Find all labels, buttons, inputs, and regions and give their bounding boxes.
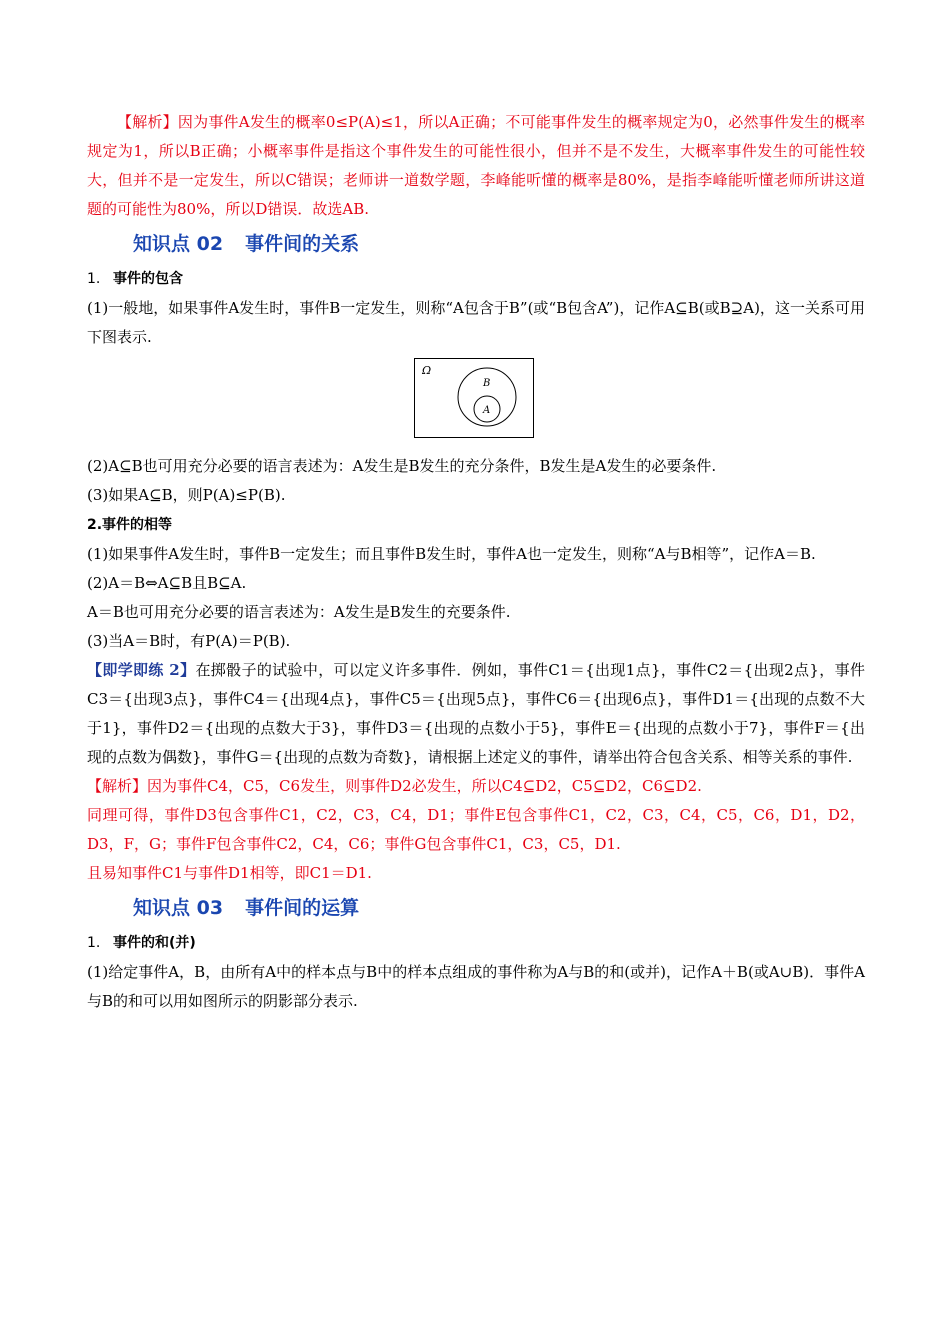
kp-label: 知识点 02 xyxy=(133,233,224,255)
analysis-text: 因为事件C4，C5，C6发生，则事件D2必发生，所以C4⊆D2，C5⊆D2，C6⊆D2. xyxy=(147,777,702,795)
inclusion-p1: (1)一般地，如果事件A发生时，事件B一定发生，则称“A包含于B”(或“B包含A”)，记作A⊆B(或B⊇A)，这一关系可用下图表示. xyxy=(87,299,865,346)
equality-p4: (3)当A＝B时，有P(A)＝P(B). xyxy=(87,632,291,650)
inclusion-venn-diagram xyxy=(414,358,534,438)
document-page xyxy=(87,108,865,1016)
kp-title: 事件间的运算 xyxy=(245,897,360,919)
equality-p2: (2)A＝B⇔A⊆B且B⊆A. xyxy=(87,574,247,592)
omega-label: Ω xyxy=(422,364,432,377)
section-union-heading xyxy=(87,928,865,958)
section-number: 1. xyxy=(87,271,101,287)
equality-p3: A＝B也可用充分必要的语言表述为：A发生是B发生的充要条件. xyxy=(87,603,511,621)
inclusion-p2: (2)A⊆B也可用充分必要的语言表述为：A发生是B发生的充分条件，B发生是A发生的必要条件. xyxy=(87,457,717,475)
kp-label: 知识点 03 xyxy=(133,897,224,919)
kp-title: 事件间的关系 xyxy=(245,233,360,255)
analysis-text: 因为事件A发生的概率0≤P(A)≤1，所以A正确；不可能事件发生的概率规定为0，必然事件发生的概率规定为1，所以B正确；小概率事件是指这个事件发生的可能性很小，但并不是不发生，大概率事件发生的可能性较大，但并不是一定发生，所以C错误；老师讲一道数学题，李峰能听懂的概率是80%，是指李峰能听懂老师所讲这道题的可能性为80%，所以D错误．故选AB. xyxy=(87,113,865,218)
circle-a-label: A xyxy=(483,405,491,416)
union-p1: (1)给定事件A，B，由所有A中的样本点与B中的样本点组成的事件称为A与B的和(或并)，记作A＋B(或A∪B)．事件A与B的和可以用如图所示的阴影部分表示. xyxy=(87,963,865,1010)
practice-text: 在掷骰子的试验中，可以定义许多事件．例如，事件C1＝{出现1点}，事件C2＝{出现2点}，事件C3＝{出现3点}，事件C4＝{出现4点}，事件C5＝{出现5点}，事件C6＝{出现6点}，事件D1＝{出现的点数不大于1}，事件D2＝{出现的点数大于3}，事件D3＝{出现的点数小于5}，事件E＝{出现的点数小于7}，事件F＝{出现的点数为偶数}，事件G＝{出现的点数为奇数}，请根据上述定义的事件，请举出符合包含关系、相等关系的事件. xyxy=(87,661,865,766)
knowledge-point-03-heading xyxy=(133,890,865,926)
section-inclusion-heading xyxy=(87,264,865,294)
section-title: 事件的包含 xyxy=(113,271,183,287)
equality-p1: (1)如果事件A发生时，事件B一定发生；而且事件B发生时，事件A也一定发生，则称“A与B相等”，记作A＝B. xyxy=(87,545,816,563)
section-equality-heading: 2.事件的相等 xyxy=(87,517,173,533)
analysis-tag: 【解析】 xyxy=(87,777,148,795)
analysis-tag: 【解析】 xyxy=(117,113,178,131)
practice-2 xyxy=(87,656,865,772)
analysis-2-line-2: 同理可得，事件D3包含事件C1，C2，C3，C4，D1；事件E包含事件C1，C2，C3，C4，C5，C6，D1，D2，D3，F，G；事件F包含事件C2，C4，C6；事件G包含事件C1，C3，C5，D1. xyxy=(87,806,865,853)
practice-tag: 【即学即练 2】 xyxy=(87,661,196,679)
knowledge-point-02-heading xyxy=(133,226,865,262)
analysis-2-line-3: 且易知事件C1与事件D1相等，即C1＝D1. xyxy=(87,864,372,882)
section-title: 事件的和(并) xyxy=(113,935,196,951)
analysis-1 xyxy=(87,108,865,224)
analysis-2-line-1 xyxy=(87,772,865,801)
inclusion-p3: (3)如果A⊆B，则P(A)≤P(B). xyxy=(87,486,286,504)
circle-b-label: B xyxy=(483,378,491,389)
section-number: 1. xyxy=(87,935,101,951)
